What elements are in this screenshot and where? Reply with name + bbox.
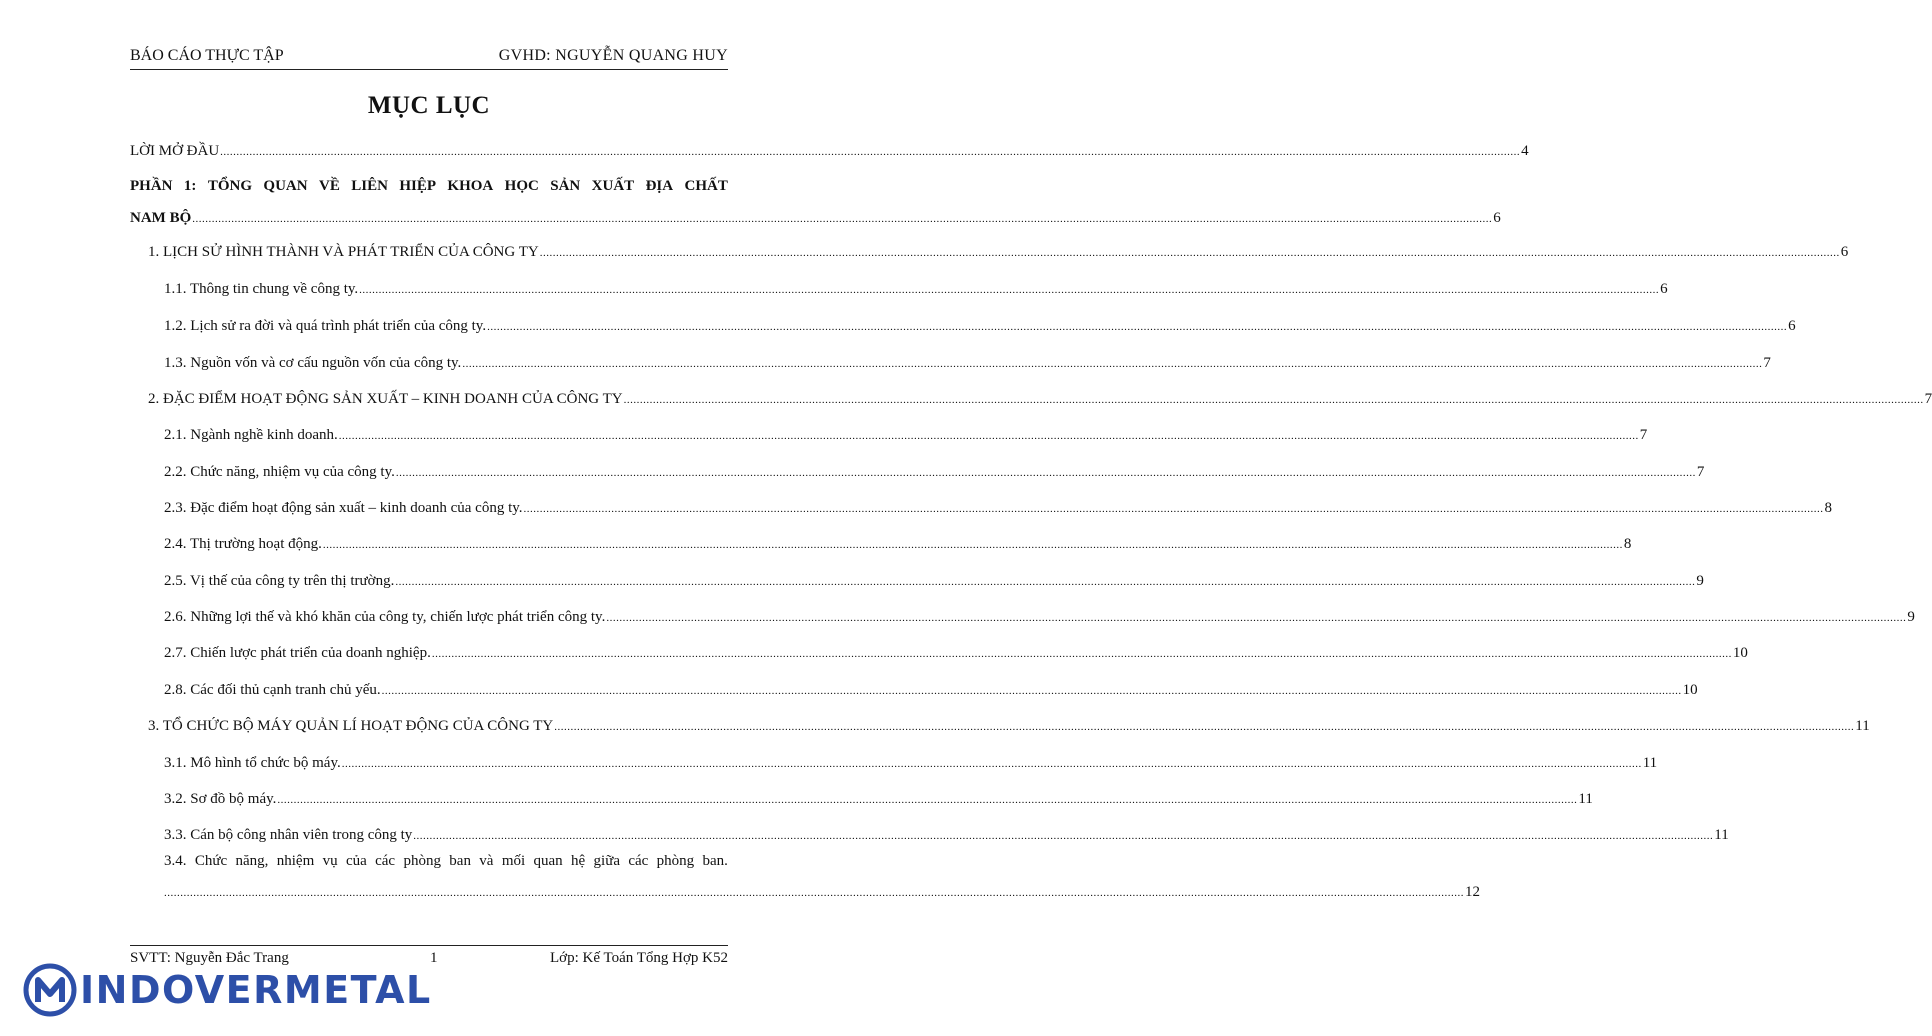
toc-entry-intro[interactable] [130,143,1529,165]
toc-entry-text: 2.5. Vị thế của công ty trên thị trường. [164,573,395,589]
toc-entry-page: 4 [1521,143,1529,159]
toc-leader-dots: ................................................................................................................................................................................................................................................................................................................................................................................................................ [431,648,1732,660]
header-left: BÁO CÁO THỰC TẬP [130,47,284,64]
toc-word: LIÊN [351,178,388,194]
toc-leader-dots: ................................................................................................................................................................................................................................................................................................................................................................................................................ [322,539,1623,551]
toc-word: 3.4. [164,853,187,869]
toc-word: HỌC [504,178,539,194]
page-header [130,45,728,70]
toc-entry[interactable] [164,318,1796,340]
toc-entry-text: 3.2. Sơ đồ bộ máy. [164,791,277,807]
toc-leader-dots: ................................................................................................................................................................................................................................................................................................................................................................................................................ [277,794,1578,806]
toc-word: nhiệm [276,853,315,869]
toc-entry-text: 2.8. Các đối thủ cạnh tranh chủ yếu. [164,682,381,698]
toc-word: 1: [183,178,197,194]
toc-part1-heading[interactable] [130,178,728,195]
toc-entry[interactable] [148,244,1849,266]
toc-entry-page: 12 [1465,884,1480,900]
toc-word: ĐỊA [645,178,674,194]
toc-entry-text: 2.3. Đặc điểm hoạt động sản xuất – kinh doanh của công ty. [164,500,523,516]
toc-entry-page: 9 [1696,573,1704,589]
toc-leader-dots: ................................................................................................................................................................................................................................................................................................................................................................................................................ [413,830,1714,842]
toc-word: phòng [403,853,441,869]
toc-entry[interactable] [164,827,1729,849]
toc-leader-dots: ................................................................................................................................................................................................................................................................................................................................................................................................................ [220,146,1521,158]
toc-entry-page: 6 [1493,210,1501,226]
toc-entry[interactable] [164,427,1648,449]
toc-word: PHẦN [130,178,173,194]
toc-entry-text: LỜI MỞ ĐẦU [130,143,220,159]
toc-word: Chức [194,853,228,869]
toc-entry-text: 3. TỔ CHỨC BỘ MÁY QUẢN LÍ HOẠT ĐỘNG CỦA CÔNG TY [148,718,554,734]
toc-word: các [375,853,396,869]
toc-word: XUẤT [591,178,635,194]
toc-entry[interactable] [164,682,1698,704]
footer-page-number: 1 [430,950,438,966]
toc-entry-page: 7 [1763,355,1771,371]
toc-word: HIỆP [399,178,437,194]
toc-leader-dots: ................................................................................................................................................................................................................................................................................................................................................................................................................ [606,612,1907,624]
toc-leader-dots: ................................................................................................................................................................................................................................................................................................................................................................................................................ [164,887,1464,899]
toc-entry-page: 7 [1639,427,1648,443]
toc-word: quan [533,853,563,869]
footer-right: Lớp: Kế Toán Tổng Hợp K52 [550,950,728,966]
toc-leader-dots: ................................................................................................................................................................................................................................................................................................................................................................................................................ [523,503,1824,515]
toc-entry[interactable] [164,464,1705,486]
toc-entry-text: 2.6. Những lợi thế và khó khăn của công ty, chiến lược phát triển công ty. [164,609,606,625]
toc-word: vụ [322,853,338,869]
toc-entry-text: 2.4. Thị trường hoạt động. [164,536,322,552]
toc-leader-dots: ................................................................................................................................................................................................................................................................................................................................................................................................................ [623,394,1924,406]
toc-word: hệ [571,853,586,869]
toc-word: QUAN [263,178,308,194]
toc-word: KHOA [447,178,494,194]
toc-entry[interactable] [164,645,1748,667]
toc-word: giữa [593,853,620,869]
toc-entry-page: 10 [1732,645,1748,661]
toc-entry[interactable] [164,791,1593,813]
toc-entry-page: 7 [1696,464,1705,480]
toc-leader-dots: ................................................................................................................................................................................................................................................................................................................................................................................................................ [554,721,1855,733]
logo-icon [22,962,78,1018]
watermark-logo [20,960,432,1020]
toc-entry-text: 1.2. Lịch sử ra đời và quá trình phát triển của công ty. [164,318,487,334]
toc-leader-dots: ................................................................................................................................................................................................................................................................................................................................................................................................................ [338,430,1639,442]
toc-entry[interactable] [164,609,1915,631]
toc-word: CHẤT [684,178,728,194]
toc-word: của [345,853,367,869]
toc-leader-dots: ................................................................................................................................................................................................................................................................................................................................................................................................................ [539,247,1840,259]
toc-entry-text: 2.1. Ngành nghề kinh doanh. [164,427,338,443]
toc-word: các [628,853,649,869]
toc-entry-3-4-line2[interactable] [164,884,1480,906]
toc-word: TỔNG [207,178,252,194]
toc-entry[interactable] [164,755,1658,777]
toc-entry-3-4-line1[interactable] [164,853,728,870]
toc-word: SẢN [550,178,581,194]
toc-entry-page: 8 [1623,536,1632,552]
toc-entry[interactable] [148,718,1870,740]
toc-leader-dots: ................................................................................................................................................................................................................................................................................................................................................................................................................ [192,213,1493,225]
toc-entry-page: 8 [1824,500,1833,516]
watermark-text: INDOVERMETAL [80,968,432,1012]
toc-entry-page: 11 [1642,755,1658,771]
toc-leader-dots: ................................................................................................................................................................................................................................................................................................................................................................................................................ [381,685,1682,697]
toc-entry-text: NAM BỘ [130,210,192,226]
toc-entry-text: 2. ĐẶC ĐIỂM HOẠT ĐỘNG SẢN XUẤT – KINH DOANH CỦA CÔNG TY [148,391,623,407]
toc-word: mối [501,853,526,869]
toc-entry-page: 11 [1714,827,1729,843]
toc-entry-part1[interactable] [130,210,1501,232]
toc-word: năng, [235,853,269,869]
toc-leader-dots: ................................................................................................................................................................................................................................................................................................................................................................................................................ [395,467,1696,479]
toc-leader-dots: ................................................................................................................................................................................................................................................................................................................................................................................................................ [462,358,1763,370]
toc-entry-text: 1.1. Thông tin chung về công ty. [164,281,359,297]
toc-entry[interactable] [148,391,1932,413]
toc-entry[interactable] [164,355,1771,377]
toc-word: và [479,853,494,869]
toc-entry-page: 9 [1907,609,1915,625]
toc-entry-page: 6 [1788,318,1796,334]
toc-word: phòng [656,853,695,869]
toc-entry-page: 6 [1660,281,1668,297]
toc-entry[interactable] [164,573,1704,595]
toc-entry-text: 2.2. Chức năng, nhiệm vụ của công ty. [164,464,395,480]
toc-word: ban. [702,853,728,869]
header-right: GVHD: NGUYỄN QUANG HUY [498,47,728,64]
toc-leader-dots: ................................................................................................................................................................................................................................................................................................................................................................................................................ [487,321,1788,333]
toc-leader-dots: ................................................................................................................................................................................................................................................................................................................................................................................................................ [395,576,1696,588]
footer-left: SVTT: Nguyễn Đắc Trang [130,950,289,966]
toc-entry[interactable] [164,536,1632,558]
toc-leader-dots: ................................................................................................................................................................................................................................................................................................................................................................................................................ [359,284,1660,296]
toc-entry-page: 6 [1840,244,1849,260]
toc-entry[interactable] [164,281,1668,303]
page-title: MỤC LỤC [367,92,491,119]
toc-entry-page: 11 [1578,791,1593,807]
toc-entry-page: 10 [1682,682,1698,698]
toc-word: VỀ [318,178,340,194]
toc-entry-text: 3.3. Cán bộ công nhân viên trong công ty [164,827,413,843]
toc-entry-text: 2.7. Chiến lược phát triển của doanh nghiệp. [164,645,431,661]
toc-entry-page: 11 [1855,718,1870,734]
toc-leader-dots: ................................................................................................................................................................................................................................................................................................................................................................................................................ [341,758,1642,770]
toc-entry-text: 1. LỊCH SỬ HÌNH THÀNH VÀ PHÁT TRIỂN CỦA CÔNG TY [148,244,539,260]
toc-word: ban [449,853,471,869]
toc-entry-text: 1.3. Nguồn vốn và cơ cấu nguồn vốn của công ty. [164,355,462,371]
toc-entry-page: 7 [1924,391,1932,407]
toc-entry-text: 3.1. Mô hình tổ chức bộ máy. [164,755,341,771]
toc-entry[interactable] [164,500,1833,522]
